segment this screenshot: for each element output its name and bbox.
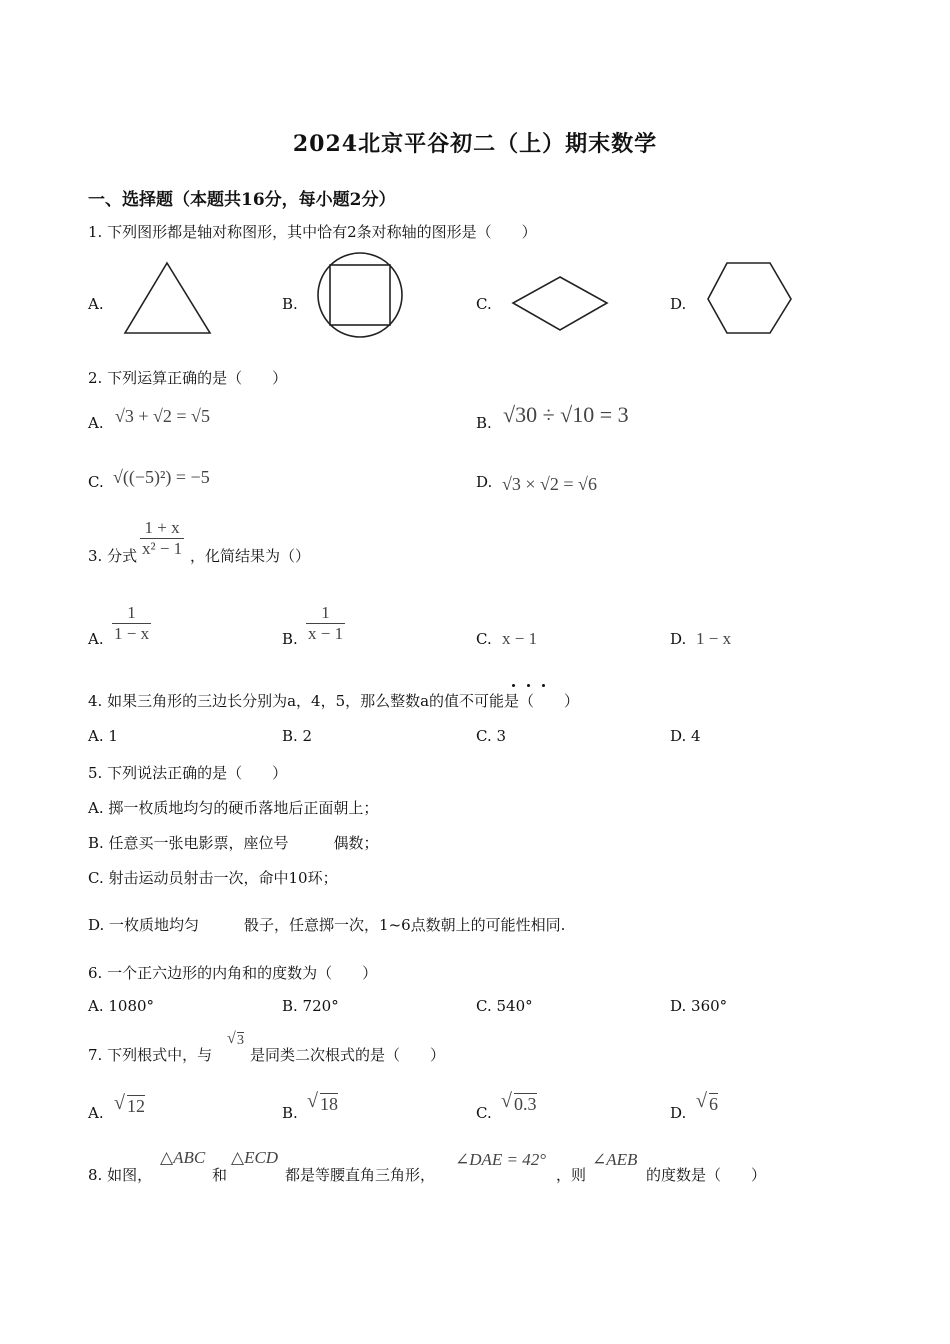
- question-7-stem-start: 7. 下列根式中，与: [88, 1046, 213, 1064]
- q5-option-a: A. 掷一枚质地均匀的硬币落地后正面朝上；: [88, 799, 379, 817]
- q3-option-a-label: A.: [88, 630, 104, 648]
- q4-option-b: B. 2: [282, 727, 313, 745]
- q6-option-b: B. 720°: [282, 997, 339, 1015]
- q3-option-d-expression: 1 − x: [696, 629, 732, 648]
- hexagon-figure: [706, 260, 796, 338]
- q3-option-b-fraction: [306, 603, 345, 644]
- q7-sqrt-sign: √: [227, 1030, 236, 1047]
- q4-option-a: A. 1: [88, 727, 118, 745]
- q3-option-b-numerator: 1: [321, 603, 330, 622]
- q4-option-c: C. 3: [476, 727, 507, 745]
- page-title: 2024北京平谷初二（上）期末数学: [292, 131, 658, 157]
- q7-option-c-radicand: 0.3: [514, 1094, 537, 1114]
- q8-angle-dae: ∠DAE = 42°: [455, 1150, 547, 1169]
- q2-option-b-label: B.: [476, 414, 492, 432]
- q8-triangle-abc: △ABC: [160, 1148, 206, 1167]
- q3-option-a-denominator: 1 − x: [114, 624, 150, 643]
- q6-option-a: A. 1080°: [88, 997, 155, 1015]
- q7-option-c-label: C.: [476, 1104, 492, 1122]
- q2-option-c-expression: √((−5)²) = −5: [113, 467, 210, 487]
- q2-option-c-label: C.: [88, 473, 104, 491]
- q7-stem-radicand: 3: [237, 1033, 244, 1048]
- q1-option-d-label: D.: [670, 295, 687, 313]
- circle-with-square-figure: [315, 250, 410, 340]
- rhombus-figure: [510, 273, 610, 338]
- question-8-part-1: 8. 如图，: [88, 1166, 153, 1184]
- q7-option-a-radicand: 12: [127, 1096, 145, 1116]
- q7-option-d-sqrt-sign: √: [696, 1090, 707, 1112]
- question-3-suffix: ，化简结果为（）: [190, 547, 311, 565]
- equilateral-triangle-figure: [120, 258, 215, 338]
- q3-option-a-numerator: 1: [127, 603, 136, 622]
- q1-option-a-label: A.: [88, 295, 104, 313]
- question-4-stem: 4. 如果三角形的三边长分别为a，4，5，那么整数a的值不可能是（ ）: [88, 692, 580, 710]
- q7-option-b-sqrt-sign: √: [307, 1090, 318, 1112]
- q3-fraction-numerator: 1 + x: [144, 518, 180, 537]
- q3-fraction-denominator: x² − 1: [142, 539, 183, 558]
- q5-option-c: C. 射击运动员射击一次，命中10环；: [88, 869, 338, 887]
- q5-option-d: D. 一枚质地均匀 骰子，任意掷一次，1~6点数朝上的可能性相同.: [88, 916, 566, 934]
- q3-fraction: [140, 518, 184, 559]
- q2-option-a-label: A.: [88, 414, 104, 432]
- q2-option-d-label: D.: [476, 473, 493, 491]
- q6-option-d: D. 360°: [670, 997, 728, 1015]
- question-8-part-4: ，则: [556, 1166, 587, 1184]
- question-3-prefix: 3. 分式: [88, 547, 138, 565]
- q1-option-c-label: C.: [476, 295, 492, 313]
- question-5-stem: 5. 下列说法正确的是（ ）: [88, 764, 288, 782]
- question-8-part-3: 都是等腰直角三角形，: [285, 1166, 436, 1184]
- question-1-stem: 1. 下列图形都是轴对称图形，其中恰有2条对称轴的图形是（ ）: [88, 223, 537, 241]
- question-8-part-2: 和: [212, 1166, 228, 1184]
- emphasis-dot: [542, 684, 545, 687]
- q3-option-b-label: B.: [282, 630, 298, 648]
- q2-option-d-expression: √3 × √2 = √6: [502, 474, 597, 494]
- q7-option-a-sqrt-sign: √: [114, 1092, 125, 1114]
- q7-option-b-label: B.: [282, 1104, 298, 1122]
- q7-option-d-label: D.: [670, 1104, 687, 1122]
- question-8-part-5: 的度数是（ ）: [646, 1166, 767, 1184]
- q3-option-c-expression: x − 1: [502, 629, 538, 648]
- q5-option-b: B. 任意买一张电影票，座位号 偶数；: [88, 834, 379, 852]
- q3-option-d-label: D.: [670, 630, 687, 648]
- q7-option-d-radicand: 6: [709, 1094, 718, 1114]
- question-2-stem: 2. 下列运算正确的是（ ）: [88, 369, 288, 387]
- q8-angle-aeb: ∠AEB: [592, 1150, 638, 1169]
- q3-option-b-denominator: x − 1: [308, 624, 344, 643]
- q7-option-a-label: A.: [88, 1104, 104, 1122]
- q3-option-a-fraction: [112, 603, 151, 644]
- q6-option-c: C. 540°: [476, 997, 533, 1015]
- question-7-stem-end: 是同类二次根式的是（ ）: [250, 1046, 446, 1064]
- q7-option-b-radicand: 18: [320, 1094, 338, 1114]
- emphasis-dot: [527, 684, 530, 687]
- question-6-stem: 6. 一个正六边形的内角和的度数为（ ）: [88, 964, 378, 982]
- q4-option-d: D. 4: [670, 727, 701, 745]
- q2-option-a-expression: √3 + √2 = √5: [115, 406, 210, 426]
- q1-option-b-label: B.: [282, 295, 298, 313]
- q2-option-b-expression: √30 ÷ √10 = 3: [503, 402, 629, 427]
- q7-option-c-sqrt-sign: √: [501, 1090, 512, 1112]
- q8-triangle-ecd: △ECD: [231, 1148, 279, 1167]
- q3-option-c-label: C.: [476, 630, 492, 648]
- section-heading: 一、选择题（本题共16分，每小题2分）: [88, 190, 396, 210]
- emphasis-dot: [512, 684, 515, 687]
